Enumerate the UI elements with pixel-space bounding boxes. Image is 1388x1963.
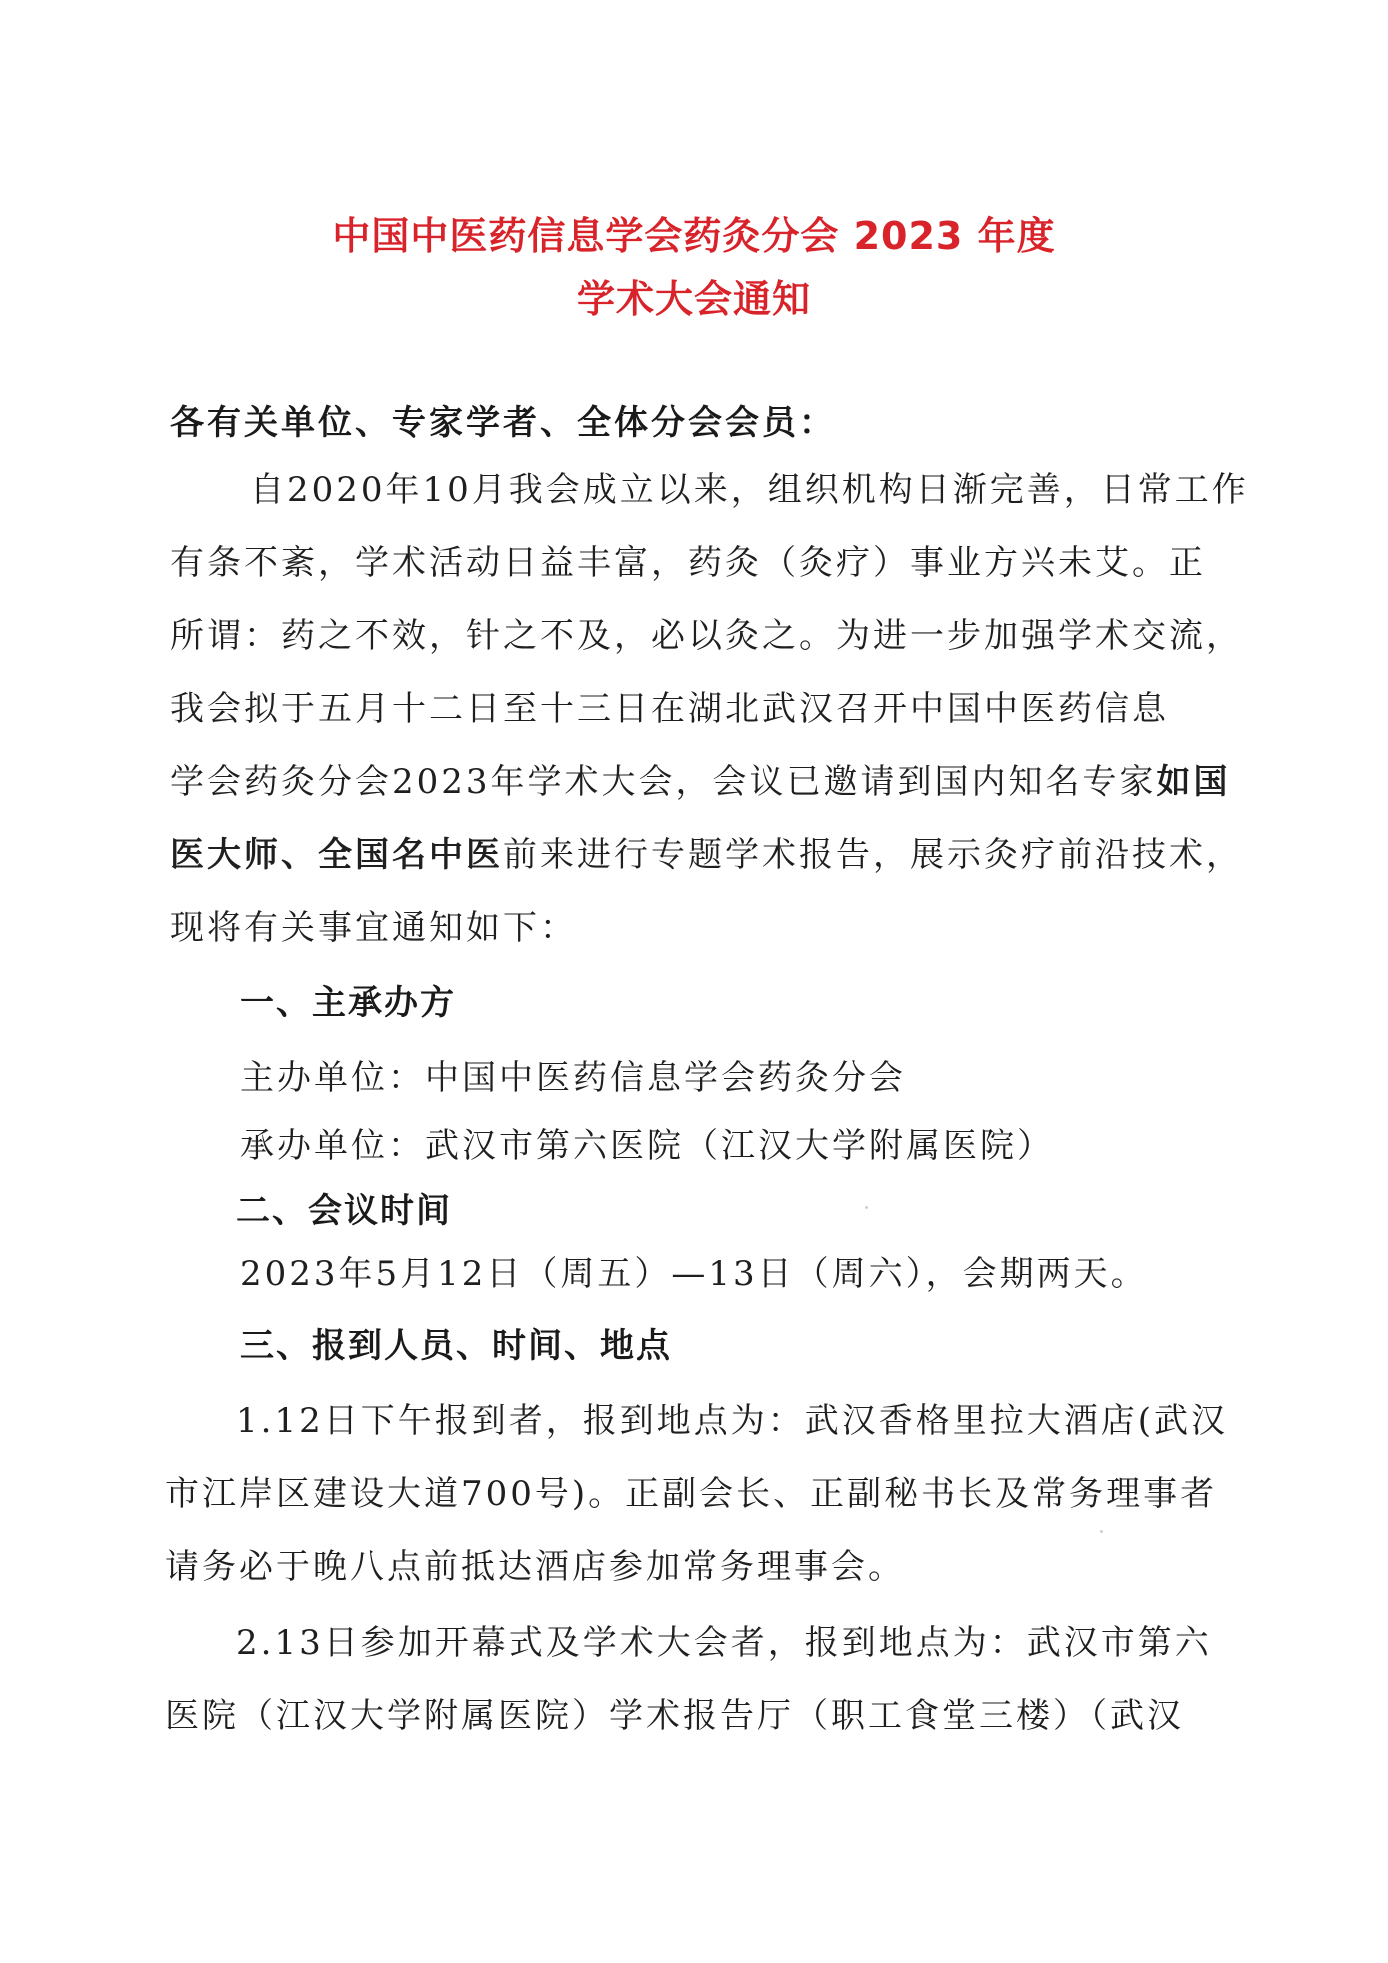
intro-line-2: 有条不紊，学术活动日益丰富，药灸（灸疗）事业方兴未艾。正 xyxy=(170,543,1206,583)
scan-speck xyxy=(865,1206,868,1209)
intro-line-5-bold: 如国 xyxy=(1156,762,1231,802)
salutation: 各有关单位、专家学者、全体分会会员： xyxy=(170,403,836,443)
section-heading-1: 一、主承办方 xyxy=(240,983,456,1023)
document-title-line1: 中国中医药信息学会药灸分会 2023 年度 xyxy=(332,214,1056,258)
registration-item-1-line-1: 1.12日下午报到者，报到地点为：武汉香格里拉大酒店(武汉 xyxy=(236,1401,1228,1441)
registration-item-2-line-2: 医院（江汉大学附属医院）学术报告厅（职工食堂三楼）（武汉 xyxy=(165,1696,1184,1736)
registration-item-2-line-1: 2.13日参加开幕式及学术大会者，报到地点为：武汉市第六 xyxy=(236,1623,1212,1663)
organizer-unit: 承办单位：武汉市第六医院（江汉大学附属医院） xyxy=(240,1126,1054,1166)
intro-line-6-bold: 医大师、全国名中医 xyxy=(170,835,503,875)
intro-line-6 xyxy=(170,827,1243,876)
intro-line-7: 现将有关事宜通知如下： xyxy=(170,908,577,948)
intro-line-5-text: 学会药灸分会2023年学术大会，会议已邀请到国内知名专家 xyxy=(170,762,1157,802)
registration-item-1-line-2: 市江岸区建设大道700号)。正副会长、正副秘书长及常务理事者 xyxy=(165,1474,1218,1514)
registration-item-1-line-3: 请务必于晚八点前抵达酒店参加常务理事会。 xyxy=(165,1547,905,1587)
meeting-time: 2023年5月12日（周五）—13日（周六），会期两天。 xyxy=(240,1254,1148,1294)
section-heading-2: 二、会议时间 xyxy=(236,1191,452,1231)
intro-line-1: 自2020年10月我会成立以来，组织机构日渐完善，日常工作 xyxy=(250,470,1249,510)
document-title-line2: 学术大会通知 xyxy=(576,277,811,321)
intro-line-6-text: 前来进行专题学术报告，展示灸疗前沿技术， xyxy=(503,835,1243,875)
scan-speck xyxy=(1100,1530,1103,1533)
intro-line-3: 所谓：药之不效，针之不及，必以灸之。为进一步加强学术交流， xyxy=(170,616,1243,656)
host-unit: 主办单位：中国中医药信息学会药灸分会 xyxy=(240,1058,906,1098)
section-heading-3: 三、报到人员、时间、地点 xyxy=(240,1326,672,1366)
intro-line-5 xyxy=(170,754,1231,803)
intro-line-4: 我会拟于五月十二日至十三日在湖北武汉召开中国中医药信息 xyxy=(170,689,1169,729)
